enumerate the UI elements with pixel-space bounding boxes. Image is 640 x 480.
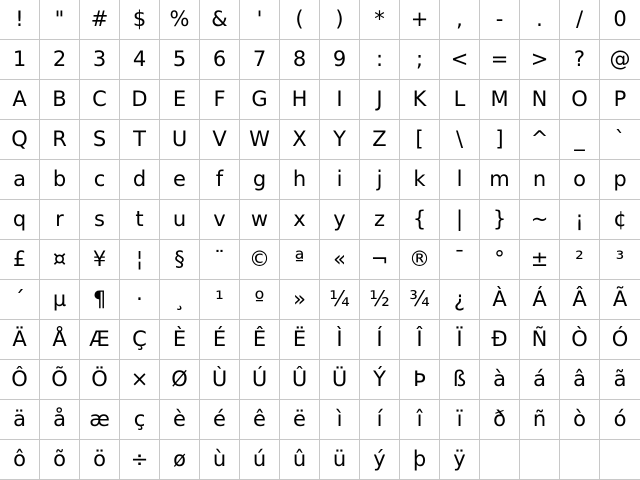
glyph-cell[interactable]: ¦ <box>120 240 160 280</box>
glyph-cell[interactable]: 4 <box>120 40 160 80</box>
glyph-cell[interactable]: c <box>80 160 120 200</box>
glyph-cell[interactable]: M <box>480 80 520 120</box>
glyph-cell[interactable]: x <box>280 200 320 240</box>
glyph-cell[interactable]: . <box>520 0 560 40</box>
glyph-cell[interactable]: b <box>40 160 80 200</box>
glyph-cell[interactable]: N <box>520 80 560 120</box>
glyph-cell[interactable]: Á <box>520 280 560 320</box>
glyph-cell[interactable]: : <box>360 40 400 80</box>
glyph-cell[interactable]: m <box>480 160 520 200</box>
glyph-cell[interactable]: ¯ <box>440 240 480 280</box>
glyph-cell[interactable]: h <box>280 160 320 200</box>
glyph-cell[interactable]: ¤ <box>40 240 80 280</box>
glyph-cell[interactable]: 5 <box>160 40 200 80</box>
glyph-cell[interactable]: v <box>200 200 240 240</box>
glyph-cell-empty <box>600 440 640 480</box>
glyph-cell[interactable]: Q <box>0 120 40 160</box>
glyph-cell[interactable]: ) <box>320 0 360 40</box>
glyph-cell[interactable]: ó <box>600 400 640 440</box>
glyph-cell[interactable]: i <box>320 160 360 200</box>
glyph-cell[interactable]: X <box>280 120 320 160</box>
glyph-cell[interactable]: y <box>320 200 360 240</box>
glyph-cell[interactable]: ä <box>0 400 40 440</box>
glyph-cell[interactable]: R <box>40 120 80 160</box>
glyph-cell[interactable]: K <box>400 80 440 120</box>
glyph-cell[interactable]: @ <box>600 40 640 80</box>
glyph-cell[interactable]: ¾ <box>400 280 440 320</box>
glyph-cell[interactable]: n <box>520 160 560 200</box>
glyph-cell[interactable]: ° <box>480 240 520 280</box>
glyph-cell[interactable]: A <box>0 80 40 120</box>
glyph-cell[interactable]: å <box>40 400 80 440</box>
glyph-cell[interactable]: ~ <box>520 200 560 240</box>
glyph-cell[interactable]: 1 <box>0 40 40 80</box>
glyph-cell[interactable]: æ <box>80 400 120 440</box>
glyph-cell[interactable]: Ù <box>200 360 240 400</box>
glyph-cell[interactable]: Ë <box>280 320 320 360</box>
glyph-cell[interactable]: Ò <box>560 320 600 360</box>
glyph-cell[interactable]: £ <box>0 240 40 280</box>
glyph-cell[interactable]: 8 <box>280 40 320 80</box>
glyph-cell[interactable]: ¹ <box>200 280 240 320</box>
glyph-cell[interactable]: Z <box>360 120 400 160</box>
glyph-cell[interactable]: À <box>480 280 520 320</box>
glyph-cell[interactable]: C <box>80 80 120 120</box>
glyph-cell[interactable]: % <box>160 0 200 40</box>
glyph-cell[interactable]: ò <box>560 400 600 440</box>
glyph-cell[interactable]: È <box>160 320 200 360</box>
glyph-cell[interactable]: g <box>240 160 280 200</box>
glyph-cell[interactable]: Þ <box>400 360 440 400</box>
glyph-cell[interactable]: ª <box>280 240 320 280</box>
glyph-cell[interactable]: ô <box>0 440 40 480</box>
glyph-cell[interactable]: & <box>200 0 240 40</box>
glyph-cell[interactable]: ' <box>240 0 280 40</box>
glyph-cell-empty <box>520 440 560 480</box>
glyph-cell[interactable]: õ <box>40 440 80 480</box>
glyph-cell[interactable]: ¥ <box>80 240 120 280</box>
glyph-cell[interactable]: ï <box>440 400 480 440</box>
glyph-cell[interactable]: s <box>80 200 120 240</box>
glyph-cell[interactable]: ê <box>240 400 280 440</box>
glyph-cell[interactable]: t <box>120 200 160 240</box>
glyph-cell[interactable]: { <box>400 200 440 240</box>
glyph-cell[interactable]: Ï <box>440 320 480 360</box>
glyph-cell[interactable]: T <box>120 120 160 160</box>
glyph-cell[interactable]: Ú <box>240 360 280 400</box>
glyph-cell[interactable]: = <box>480 40 520 80</box>
glyph-cell[interactable]: p <box>600 160 640 200</box>
glyph-cell[interactable]: r <box>40 200 80 240</box>
glyph-cell[interactable]: l <box>440 160 480 200</box>
glyph-cell[interactable]: ñ <box>520 400 560 440</box>
glyph-cell[interactable]: W <box>240 120 280 160</box>
glyph-cell[interactable]: û <box>280 440 320 480</box>
glyph-cell[interactable]: [ <box>400 120 440 160</box>
glyph-cell[interactable]: P <box>600 80 640 120</box>
glyph-cell[interactable]: Ø <box>160 360 200 400</box>
glyph-cell-empty <box>560 440 600 480</box>
glyph-cell[interactable]: ` <box>600 120 640 160</box>
glyph-cell[interactable]: $ <box>120 0 160 40</box>
glyph-cell[interactable]: ù <box>200 440 240 480</box>
glyph-cell[interactable]: Y <box>320 120 360 160</box>
glyph-cell[interactable]: è <box>160 400 200 440</box>
glyph-cell[interactable]: J <box>360 80 400 120</box>
glyph-cell[interactable]: I <box>320 80 360 120</box>
glyph-cell[interactable]: Æ <box>80 320 120 360</box>
glyph-cell[interactable]: * <box>360 0 400 40</box>
glyph-cell[interactable]: Î <box>400 320 440 360</box>
glyph-cell[interactable]: ¡ <box>560 200 600 240</box>
glyph-cell[interactable]: ì <box>320 400 360 440</box>
glyph-cell[interactable]: U <box>160 120 200 160</box>
glyph-cell[interactable]: 9 <box>320 40 360 80</box>
glyph-cell[interactable]: " <box>40 0 80 40</box>
glyph-cell[interactable]: Ô <box>0 360 40 400</box>
glyph-cell[interactable]: í <box>360 400 400 440</box>
glyph-cell[interactable]: 7 <box>240 40 280 80</box>
glyph-cell[interactable]: a <box>0 160 40 200</box>
glyph-cell[interactable]: | <box>440 200 480 240</box>
glyph-cell[interactable]: þ <box>400 440 440 480</box>
glyph-cell[interactable]: Ü <box>320 360 360 400</box>
glyph-cell[interactable]: 3 <box>80 40 120 80</box>
glyph-cell[interactable]: V <box>200 120 240 160</box>
glyph-cell[interactable]: O <box>560 80 600 120</box>
glyph-cell[interactable]: Ñ <box>520 320 560 360</box>
glyph-cell[interactable]: ÷ <box>120 440 160 480</box>
glyph-cell[interactable]: B <box>40 80 80 120</box>
glyph-cell[interactable]: q <box>0 200 40 240</box>
glyph-cell[interactable]: º <box>240 280 280 320</box>
glyph-cell[interactable]: Ç <box>120 320 160 360</box>
glyph-cell[interactable]: ² <box>560 240 600 280</box>
glyph-cell[interactable]: Ý <box>360 360 400 400</box>
glyph-cell[interactable]: ð <box>480 400 520 440</box>
glyph-cell[interactable]: e <box>160 160 200 200</box>
glyph-cell[interactable]: u <box>160 200 200 240</box>
glyph-cell[interactable]: ¢ <box>600 200 640 240</box>
glyph-cell[interactable]: w <box>240 200 280 240</box>
glyph-cell[interactable]: S <box>80 120 120 160</box>
glyph-cell[interactable]: ( <box>280 0 320 40</box>
glyph-cell[interactable]: Ó <box>600 320 640 360</box>
glyph-cell[interactable]: ç <box>120 400 160 440</box>
glyph-cell[interactable]: k <box>400 160 440 200</box>
glyph-cell[interactable]: G <box>240 80 280 120</box>
glyph-cell[interactable]: z <box>360 200 400 240</box>
glyph-cell[interactable]: ® <box>400 240 440 280</box>
glyph-cell[interactable]: ? <box>560 40 600 80</box>
glyph-cell[interactable]: é <box>200 400 240 440</box>
glyph-cell[interactable]: ¼ <box>320 280 360 320</box>
glyph-cell[interactable]: Ì <box>320 320 360 360</box>
glyph-cell[interactable]: Å <box>40 320 80 360</box>
glyph-cell[interactable]: É <box>200 320 240 360</box>
glyph-cell[interactable]: ã <box>600 360 640 400</box>
glyph-cell[interactable]: Ð <box>480 320 520 360</box>
glyph-cell[interactable]: ÿ <box>440 440 480 480</box>
glyph-cell[interactable]: î <box>400 400 440 440</box>
glyph-cell[interactable]: ´ <box>0 280 40 320</box>
glyph-cell[interactable]: ¿ <box>440 280 480 320</box>
glyph-cell[interactable]: Û <box>280 360 320 400</box>
glyph-cell[interactable]: ¶ <box>80 280 120 320</box>
glyph-cell[interactable]: ± <box>520 240 560 280</box>
glyph-cell[interactable]: F <box>200 80 240 120</box>
glyph-cell[interactable]: d <box>120 160 160 200</box>
glyph-cell[interactable]: ¬ <box>360 240 400 280</box>
glyph-cell[interactable]: ö <box>80 440 120 480</box>
glyph-cell[interactable]: ß <box>440 360 480 400</box>
glyph-cell[interactable]: » <box>280 280 320 320</box>
glyph-cell[interactable]: - <box>480 0 520 40</box>
glyph-cell[interactable]: H <box>280 80 320 120</box>
glyph-cell[interactable]: ! <box>0 0 40 40</box>
glyph-cell[interactable]: L <box>440 80 480 120</box>
glyph-cell[interactable]: , <box>440 0 480 40</box>
glyph-cell[interactable]: } <box>480 200 520 240</box>
glyph-cell[interactable]: § <box>160 240 200 280</box>
glyph-cell[interactable]: ³ <box>600 240 640 280</box>
glyph-cell[interactable]: ¸ <box>160 280 200 320</box>
glyph-cell[interactable]: _ <box>560 120 600 160</box>
glyph-cell[interactable]: Ê <box>240 320 280 360</box>
glyph-cell[interactable]: ü <box>320 440 360 480</box>
glyph-cell[interactable]: \ <box>440 120 480 160</box>
glyph-cell[interactable]: à <box>480 360 520 400</box>
glyph-cell[interactable]: ] <box>480 120 520 160</box>
glyph-cell[interactable]: 2 <box>40 40 80 80</box>
glyph-cell[interactable]: j <box>360 160 400 200</box>
glyph-cell[interactable]: Í <box>360 320 400 360</box>
glyph-cell[interactable]: 6 <box>200 40 240 80</box>
glyph-cell[interactable]: 0 <box>600 0 640 40</box>
glyph-cell-empty <box>480 440 520 480</box>
glyph-cell[interactable]: ú <box>240 440 280 480</box>
glyph-cell[interactable]: â <box>560 360 600 400</box>
glyph-cell[interactable]: ; <box>400 40 440 80</box>
glyph-cell[interactable]: / <box>560 0 600 40</box>
glyph-cell[interactable]: © <box>240 240 280 280</box>
glyph-cell[interactable]: Ä <box>0 320 40 360</box>
glyph-cell[interactable]: > <box>520 40 560 80</box>
glyph-cell[interactable]: Â <box>560 280 600 320</box>
glyph-cell[interactable]: ý <box>360 440 400 480</box>
glyph-cell[interactable]: D <box>120 80 160 120</box>
glyph-cell[interactable]: Ã <box>600 280 640 320</box>
glyph-cell[interactable]: # <box>80 0 120 40</box>
glyph-cell[interactable]: f <box>200 160 240 200</box>
glyph-cell[interactable]: ^ <box>520 120 560 160</box>
glyph-cell[interactable]: Ö <box>80 360 120 400</box>
glyph-cell[interactable]: µ <box>40 280 80 320</box>
glyph-cell[interactable]: ½ <box>360 280 400 320</box>
glyph-cell[interactable]: · <box>120 280 160 320</box>
glyph-cell[interactable]: o <box>560 160 600 200</box>
glyph-cell[interactable]: á <box>520 360 560 400</box>
glyph-cell[interactable]: Õ <box>40 360 80 400</box>
glyph-cell[interactable]: ¨ <box>200 240 240 280</box>
glyph-cell[interactable]: × <box>120 360 160 400</box>
glyph-cell[interactable]: < <box>440 40 480 80</box>
glyph-cell[interactable]: ë <box>280 400 320 440</box>
glyph-cell[interactable]: ø <box>160 440 200 480</box>
glyph-cell[interactable]: E <box>160 80 200 120</box>
glyph-cell[interactable]: « <box>320 240 360 280</box>
glyph-cell[interactable]: + <box>400 0 440 40</box>
